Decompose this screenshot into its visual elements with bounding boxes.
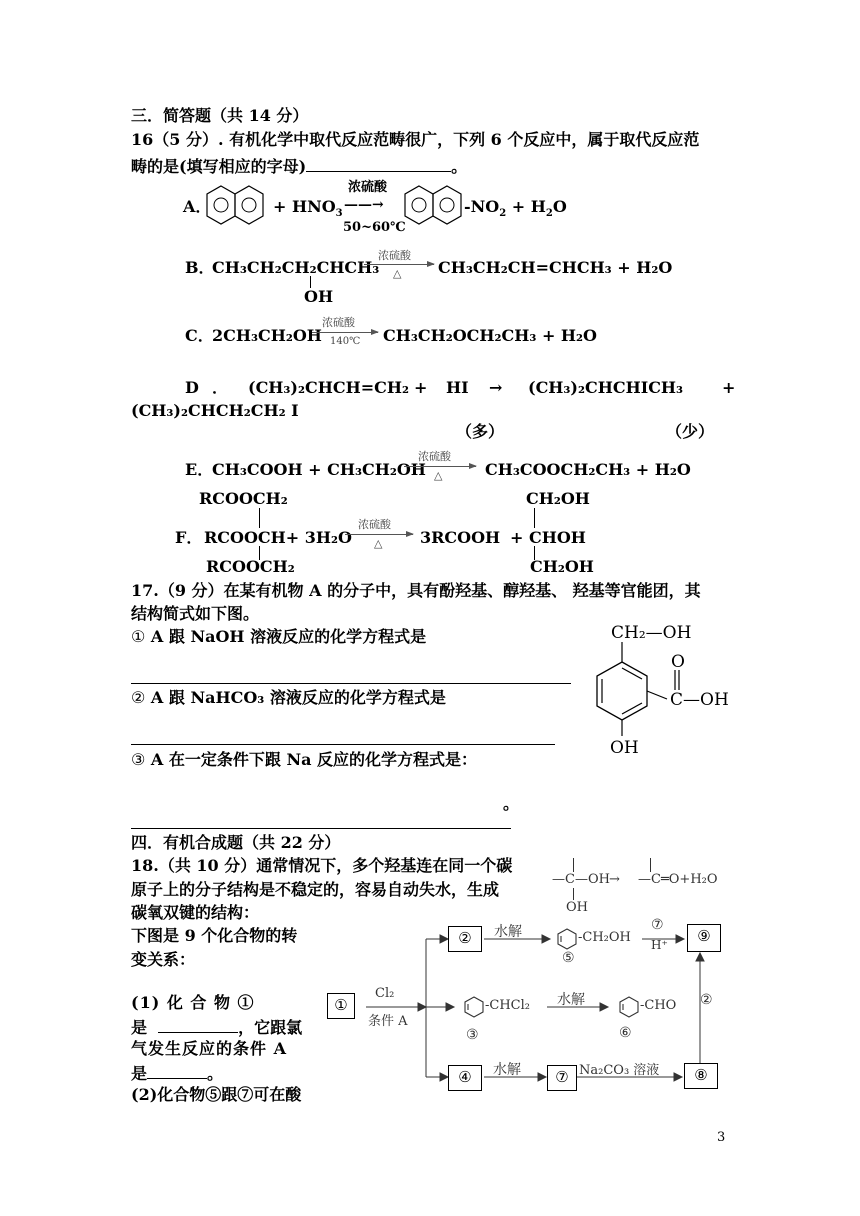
rxn-d-hi: HI xyxy=(446,378,469,397)
rxn-b-oh: OH xyxy=(304,287,334,306)
rxn-d-note-major: （多） xyxy=(456,422,505,441)
reaction-scheme-lines xyxy=(320,915,740,1100)
q18-q1-a: (1) 化 合 物 ① xyxy=(131,993,255,1012)
rxn-f-cond-top: 浓硫酸 xyxy=(358,518,391,531)
rxn-b-label: B． xyxy=(185,258,215,277)
q17-item3: ③ A 在一定条件下跟 Na 反应的化学方程式是： xyxy=(131,750,478,769)
rxn-d-dot: ． xyxy=(212,378,229,397)
rxn-d-plus: + xyxy=(414,378,428,397)
q16-line1: 16（5 分）. 有机化学中取代反应范畴很广，下列 6 个反应中，属于取代反应范 xyxy=(131,130,700,149)
scheme-condition-a: 条件 A xyxy=(368,1014,408,1029)
q18-q2: (2)化合物⑤跟⑦可在酸 xyxy=(131,1085,302,1104)
q17-line1: 17.（9 分）在某有机物 A 的分子中，具有酚羟基、醇羟基、 羟基等官能团，其 xyxy=(131,581,701,600)
compound-a-ch2oh: CH₂—OH xyxy=(611,623,692,643)
rxn-f-glycerol-top: CH₂OH xyxy=(526,489,590,508)
compound-box-1: ① xyxy=(327,993,355,1019)
rxn-d-plus2: + xyxy=(722,378,736,397)
q17-answer-line-1[interactable] xyxy=(131,683,571,684)
rxn-b-reactant: CH₃CH₂CH₂CHCH₃ xyxy=(212,258,380,277)
compound-a-carbonyl-o: O xyxy=(671,652,685,672)
compound-box-4: ④ xyxy=(448,1065,482,1091)
compound-a-cooh: C—OH xyxy=(670,690,729,710)
scheme-na2co3: Na₂CO₃ 溶液 xyxy=(579,1063,660,1078)
rxn-f-reactant-mid: RCOOCH+ 3H₂O xyxy=(204,528,352,547)
q18-line5: 变关系： xyxy=(131,950,196,969)
rxn-b-cond-bottom: △ xyxy=(393,267,402,280)
q17-line2: 结构简式如下图。 xyxy=(131,604,260,623)
q18-compound1-blank[interactable] xyxy=(158,1016,238,1033)
rxn-a-reagent: + $HNO_3$ xyxy=(273,197,343,220)
rxn-f-reactant-top: RCOOCH₂ xyxy=(199,489,288,508)
section3-heading: 三．简答题（共 14 分） xyxy=(131,106,309,125)
compound-box-9: ⑨ xyxy=(687,924,721,952)
rxn-a-cond-bottom: 50~60℃ xyxy=(343,220,406,235)
q18-line3: 碳氧双键的结构： xyxy=(131,903,260,922)
q17-answer-line-2[interactable] xyxy=(131,744,555,745)
q18-condition-blank[interactable] xyxy=(147,1062,207,1079)
eq-right: —C═O+H₂O xyxy=(638,872,718,887)
eq-bond-right xyxy=(650,858,651,872)
rxn-a-arrow: ——→ xyxy=(344,197,384,213)
compound-box-7: ⑦ xyxy=(547,1065,577,1091)
scheme-up-arrow-label: ② xyxy=(700,992,713,1008)
rxn-d-arrow: → xyxy=(489,378,503,397)
rxn-f-bond-upper xyxy=(259,508,260,528)
scheme-label-6: ⑥ xyxy=(619,1025,632,1041)
rxn-e-reactant: CH₃COOH + CH₃CH₂OH xyxy=(212,460,426,479)
scheme-label-5: ⑤ xyxy=(562,950,575,966)
scheme-hydrolysis-bottom: 水解 xyxy=(493,1062,521,1078)
rxn-f-product-acid: 3RCOOH xyxy=(420,528,501,547)
rxn-d-product2: (CH₃)₂CHCH₂CH₂ I xyxy=(131,401,299,420)
q16-line2: 畴的是(填写相应的字母) 。 xyxy=(131,157,468,176)
rxn-f-glycerol-bot: CH₂OH xyxy=(530,557,594,576)
eq-bond-bottom xyxy=(573,888,574,900)
rxn-f-arrow xyxy=(345,534,413,535)
scheme-hydrolysis-mid: 水解 xyxy=(557,992,585,1008)
rxn-c-reactant: 2CH₃CH₂OH xyxy=(212,326,322,345)
scheme-cl2: Cl₂ xyxy=(375,986,395,1001)
rxn-e-cond-top: 浓硫酸 xyxy=(418,450,451,463)
scheme-label-3: ③ xyxy=(466,1027,479,1043)
rxn-e-product: CH₃COOCH₂CH₃ + H₂O xyxy=(485,460,691,479)
q18-line4: 下图是 9 个化合物的转 xyxy=(131,926,298,945)
rxn-d-note-minor: （少） xyxy=(666,422,715,441)
rxn-e-arrow xyxy=(404,466,476,467)
q17-item1: ① A 跟 NaOH 溶液反应的化学方程式是 xyxy=(131,627,427,646)
rxn-b-cond-top: 浓硫酸 xyxy=(378,249,411,262)
scheme-ch2oh: -CH₂OH xyxy=(578,930,631,945)
rxn-b-arrow xyxy=(364,264,434,265)
q16-answer-blank[interactable] xyxy=(306,155,451,172)
q18-line2: 原子上的分子结构是不稳定的，容易自动失水，生成 xyxy=(131,880,500,899)
q18-line1: 18.（共 10 分）通常情况下，多个羟基连在同一个碳 xyxy=(131,856,513,875)
section4-heading: 四．有机合成题（共 22 分） xyxy=(131,833,341,852)
naphthalene-structure xyxy=(205,182,269,238)
eq-oh: OH xyxy=(566,900,588,915)
eq-left: —C—OH xyxy=(552,872,610,887)
q17-item2: ② A 跟 NaHCO₃ 溶液反应的化学方程式是 xyxy=(131,688,446,707)
compound-box-8: ⑧ xyxy=(684,1063,718,1089)
nitronaphthalene-structure xyxy=(403,182,467,238)
q18-q1-c: 气发生反应的条件 A xyxy=(131,1039,287,1058)
rxn-c-label: C． xyxy=(185,326,214,345)
rxn-f-cond-bottom: △ xyxy=(374,537,383,550)
compound-a-phenol-oh: OH xyxy=(610,738,639,758)
rxn-c-product: CH₃CH₂OCH₂CH₃ + H₂O xyxy=(383,326,597,345)
rxn-f-glycerol-mid: + CHOH xyxy=(510,528,586,547)
rxn-c-arrow xyxy=(312,332,378,333)
rxn-a-label: A． xyxy=(183,197,212,216)
q18-q1-b: 是 ，它跟氯 xyxy=(131,1018,303,1037)
rxn-d-reactant: (CH₃)₂CHCH=CH₂ xyxy=(248,378,409,397)
rxn-e-cond-bottom: △ xyxy=(434,469,443,482)
rxn-f-reactant-bot: RCOOCH₂ xyxy=(206,557,295,576)
scheme-chcl2: -CHCl₂ xyxy=(485,998,530,1013)
rxn-e-label: E． xyxy=(185,460,214,479)
scheme-cho: -CHO xyxy=(640,998,677,1013)
rxn-f-glycerol-bond-upper xyxy=(534,508,535,528)
scheme-h-plus: H⁺ xyxy=(651,938,668,952)
scheme-hydrolysis-top: 水解 xyxy=(494,924,522,940)
rxn-f-label: F． xyxy=(175,528,203,547)
rxn-d-label: D xyxy=(185,378,199,397)
rxn-c-cond-bottom: 140℃ xyxy=(330,336,361,347)
rxn-c-cond-top: 浓硫酸 xyxy=(322,316,355,329)
compound-box-2: ② xyxy=(448,926,482,952)
rxn-a-product: $-NO_2 + H_2O$ xyxy=(464,197,567,220)
q18-q1-d: 是 。 xyxy=(131,1064,224,1083)
rxn-a-cond-top: 浓硫酸 xyxy=(348,180,388,195)
scheme-label-7-reagent: ⑦ xyxy=(651,917,664,933)
eq-arrow: → xyxy=(609,872,620,887)
page-number: 3 xyxy=(717,1130,726,1145)
rxn-d-product1: (CH₃)₂CHCHICH₃ xyxy=(528,378,684,397)
eq-bond-top xyxy=(573,858,574,872)
rxn-b-product: CH₃CH₂CH=CHCH₃ + H₂O xyxy=(438,258,673,277)
q17-answer-line-3[interactable] xyxy=(131,828,511,829)
q17-end-mark: 。 xyxy=(503,794,520,813)
